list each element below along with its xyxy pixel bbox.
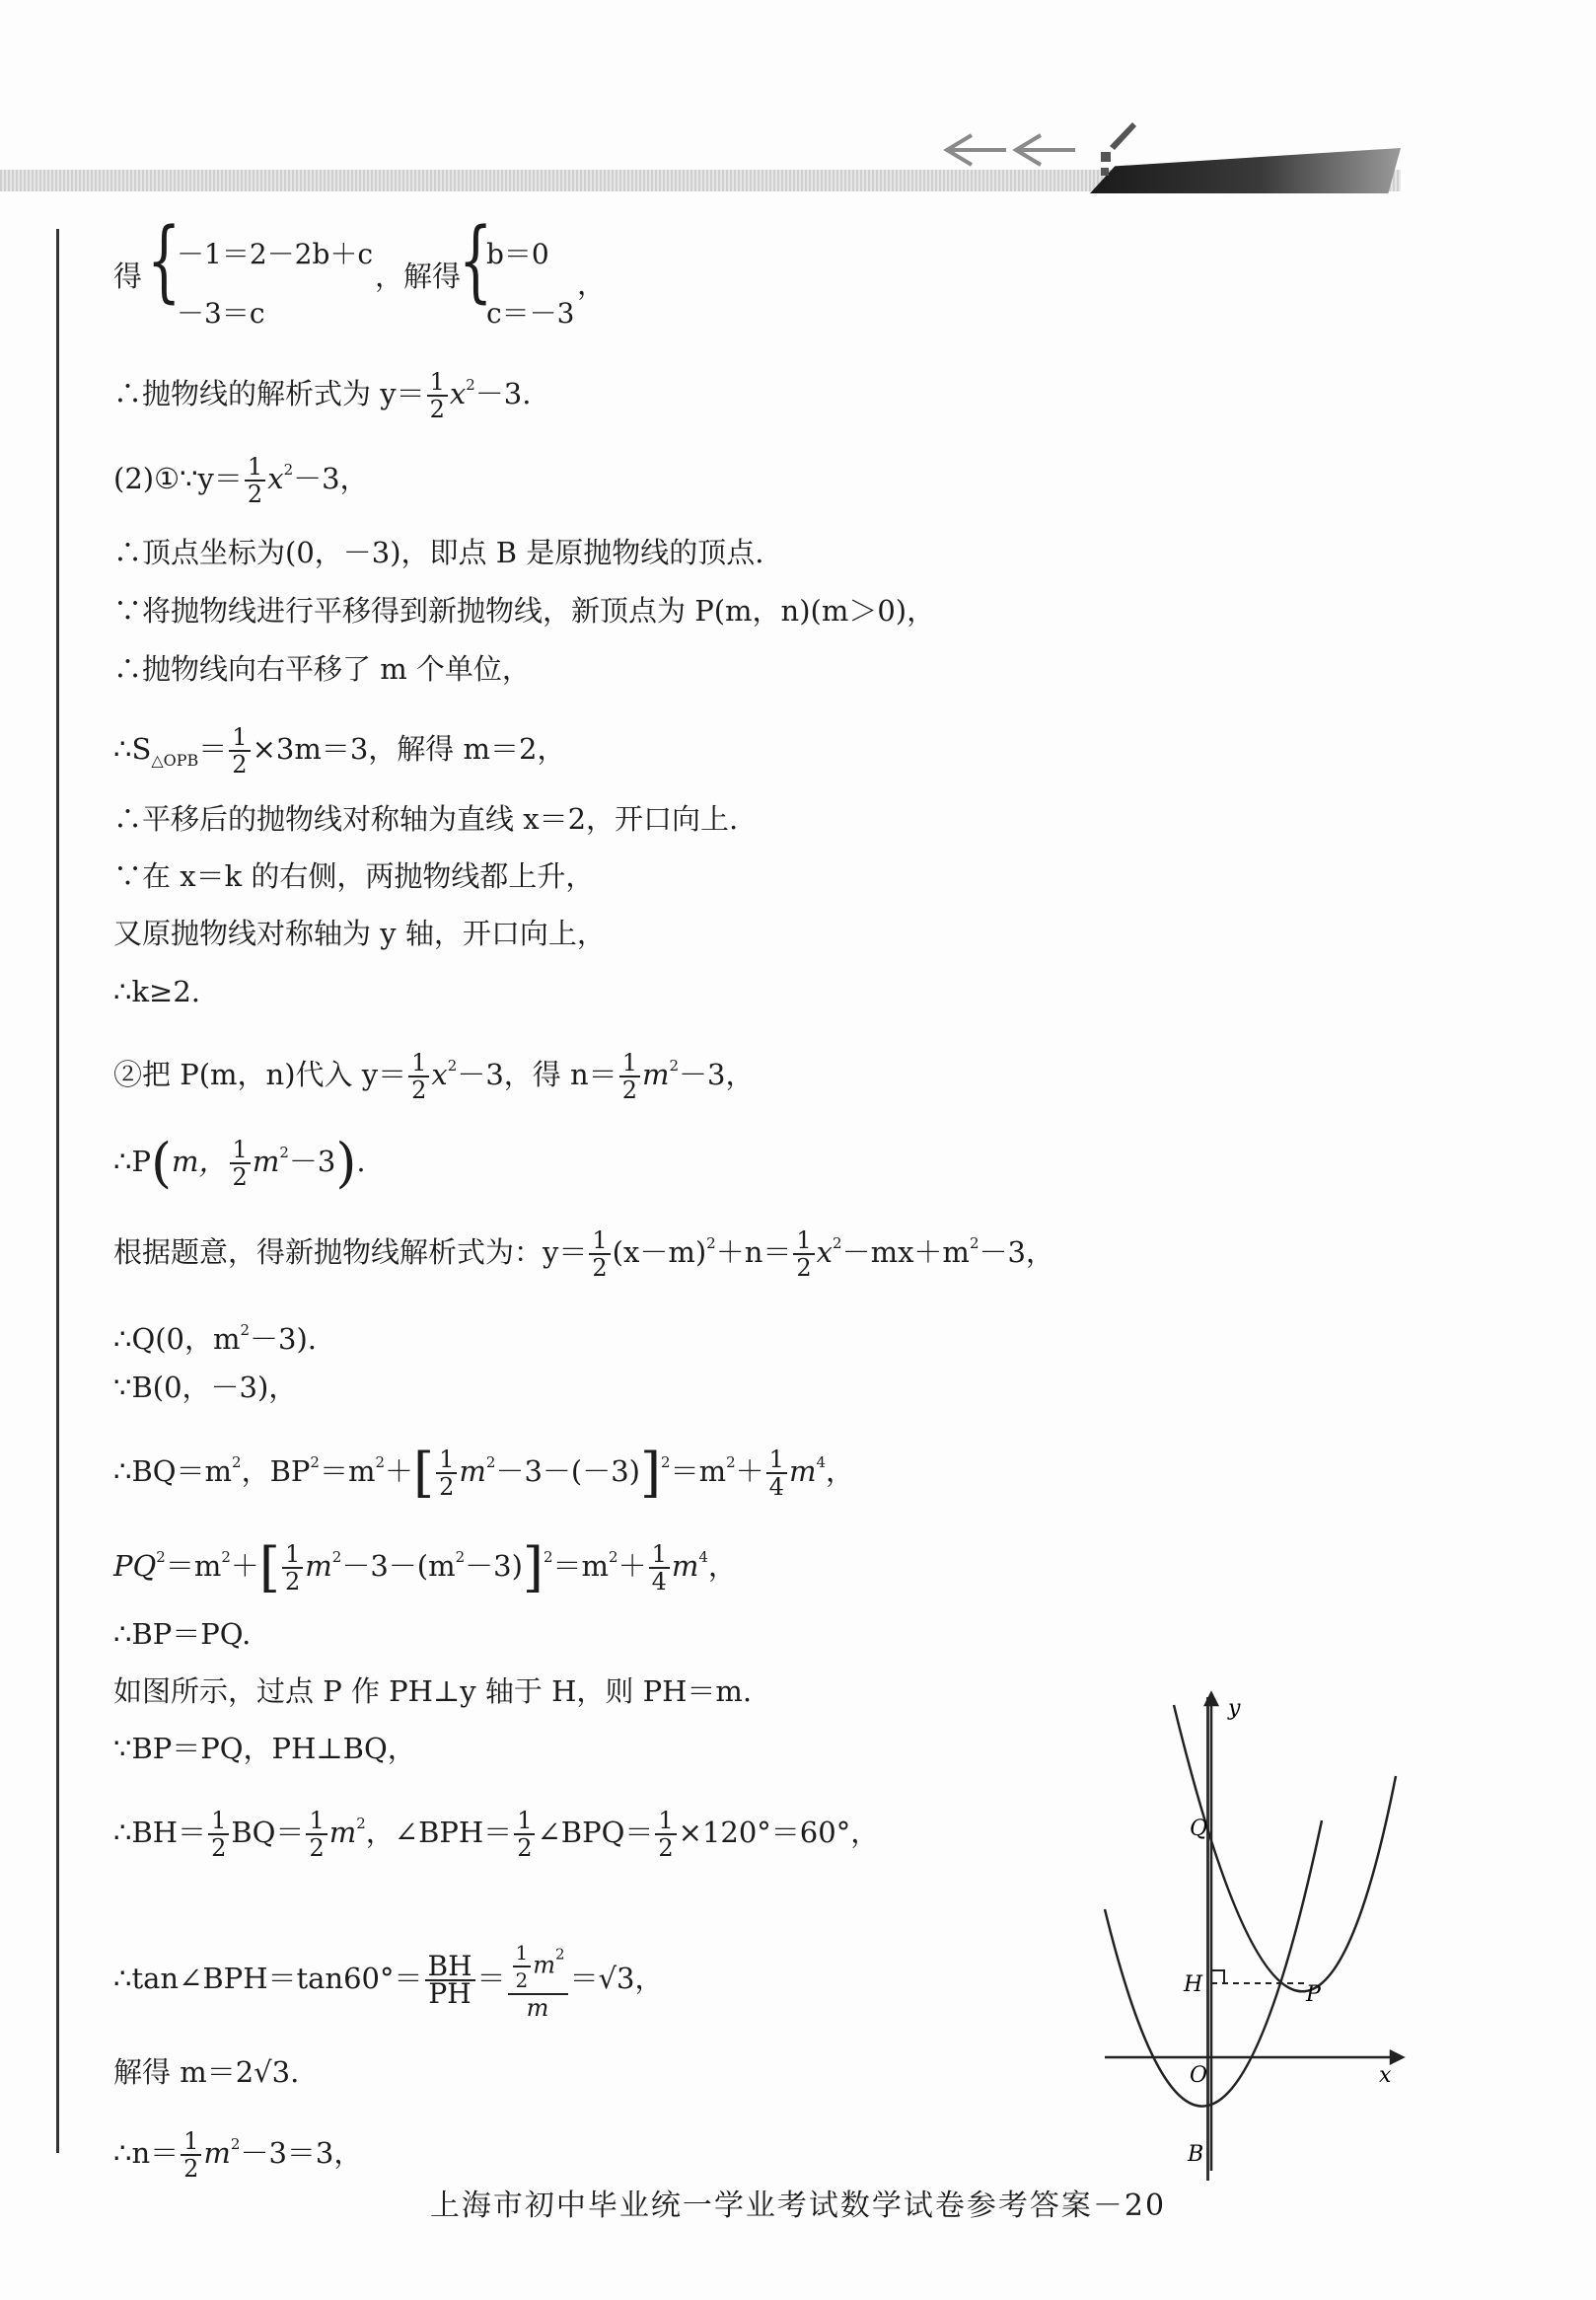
- text: ＝√3，: [569, 1962, 664, 1995]
- num: 1: [514, 1808, 535, 1835]
- sup: 2: [969, 1234, 979, 1252]
- sup: 2: [726, 1453, 736, 1471]
- sup: 2: [356, 1815, 366, 1832]
- label-p: P: [1306, 1982, 1321, 2007]
- text: (x－m): [612, 1235, 707, 1269]
- den: [508, 1995, 568, 2021]
- text: ∠BPQ＝: [537, 1816, 654, 1849]
- text: ＋: [617, 1549, 647, 1583]
- fraction: [793, 1227, 814, 1281]
- text: m: [459, 1454, 486, 1488]
- system-2-row-2: c＝－3: [486, 297, 575, 330]
- line-new-parabola: [113, 1224, 1054, 1281]
- text: ＝m: [165, 1549, 222, 1583]
- fraction: [230, 1137, 251, 1190]
- sup: 2: [232, 1453, 242, 1471]
- sup: 2: [466, 376, 475, 394]
- label-q: Q: [1190, 1817, 1208, 1841]
- num: 1: [245, 454, 265, 482]
- text: m: [788, 1454, 817, 1488]
- num: 1: [230, 1137, 251, 1164]
- fraction: [427, 369, 448, 422]
- x-axis-arrow-icon: [1391, 2051, 1403, 2063]
- text: ，: [825, 1454, 854, 1488]
- den: 2: [211, 1834, 227, 1862]
- num: 1: [229, 724, 250, 752]
- den: 2: [429, 396, 445, 423]
- den: 2: [796, 1254, 812, 1282]
- den: 2: [232, 751, 248, 779]
- compound-fraction: [508, 1940, 568, 2021]
- bracket: ]: [639, 1442, 662, 1504]
- text: ②把 P(m，n)代入 y＝: [113, 1058, 407, 1091]
- sup: 2: [833, 1234, 842, 1252]
- text: x: [267, 462, 284, 495]
- line-tan: [113, 1940, 664, 2021]
- paren: ): [335, 1132, 357, 1194]
- sup: 2: [240, 1321, 251, 1339]
- text: ，: [707, 1549, 737, 1583]
- sup: 2: [230, 2135, 241, 2153]
- text: m: [252, 1145, 280, 1178]
- text: －3，: [979, 1235, 1054, 1269]
- fraction: [514, 1808, 535, 1861]
- den: 2: [621, 1076, 637, 1104]
- fraction: [306, 1808, 326, 1861]
- line-bh: [113, 1804, 879, 1861]
- label-b: B: [1188, 2142, 1204, 2167]
- text: ，: [577, 267, 607, 301]
- text: 得: [113, 260, 143, 293]
- sup: 4: [816, 1453, 826, 1471]
- text: m: [671, 1549, 699, 1583]
- text: m: [526, 1994, 549, 2022]
- paren: (: [150, 1132, 173, 1194]
- text: BQ＝: [231, 1816, 305, 1849]
- text: m: [305, 1549, 332, 1583]
- fraction: [655, 1808, 676, 1861]
- line-point-p: [113, 1132, 366, 1194]
- text: －3，: [293, 462, 369, 495]
- bracket: [: [413, 1442, 435, 1504]
- line-area: [113, 724, 565, 780]
- text: ，BP: [241, 1454, 311, 1488]
- text: －3－(m: [341, 1549, 456, 1583]
- left-margin-line: [56, 229, 59, 2153]
- line-b: ∵B(0，－3)，: [113, 1371, 298, 1404]
- sup: 2: [543, 1548, 553, 1566]
- sup: 2: [156, 1548, 166, 1566]
- text: PQ: [113, 1549, 157, 1583]
- line-bq-bp: [113, 1442, 854, 1504]
- fraction: [649, 1541, 670, 1595]
- text: ＝: [476, 1962, 506, 1995]
- fraction: [619, 1050, 640, 1103]
- text: ＝: [198, 732, 228, 766]
- fraction: [513, 1940, 532, 1993]
- sup: 2: [609, 1548, 618, 1566]
- sup: 2: [555, 1945, 565, 1964]
- system-1-row-2: －3＝c: [177, 297, 265, 330]
- num: 1: [619, 1050, 640, 1077]
- num: 1: [766, 1447, 787, 1474]
- text: －3，得 n＝: [457, 1058, 617, 1091]
- den: PH: [428, 1977, 472, 2010]
- text: ，∠BPH＝: [365, 1816, 513, 1849]
- label-h: H: [1184, 1972, 1203, 1997]
- text: [375, 257, 461, 296]
- num: 1: [282, 1541, 303, 1569]
- label-x: x: [1379, 2063, 1392, 2088]
- text: ∴BH＝: [113, 1816, 207, 1849]
- num: 1: [427, 369, 448, 397]
- new-parabola: [1174, 1705, 1396, 1991]
- den: 2: [232, 1163, 248, 1191]
- line-n-result: [113, 2124, 362, 2182]
- num: 1: [181, 2128, 201, 2156]
- num: 1: [408, 1050, 429, 1077]
- text: x: [431, 1058, 448, 1091]
- line-vertex: ∴顶点坐标为(0，－3)，即点 B 是原抛物线的顶点.: [113, 536, 764, 569]
- header-arrows-icon: [917, 111, 1144, 180]
- line-original-axis: 又原抛物线对称轴为 y 轴，开口向上，: [113, 917, 606, 950]
- fraction: [282, 1541, 303, 1595]
- text: ＋: [230, 1549, 259, 1583]
- text: ∴P: [113, 1145, 151, 1178]
- den: 2: [517, 1834, 533, 1862]
- text: ∴n＝: [113, 2136, 180, 2170]
- text: －3): [465, 1549, 523, 1583]
- den: 2: [439, 1473, 455, 1501]
- fraction: [408, 1050, 429, 1103]
- den: 2: [411, 1076, 427, 1104]
- text: ＋: [385, 1454, 414, 1488]
- num: BH: [425, 1954, 475, 1981]
- sup: 2: [310, 1453, 320, 1471]
- line-ph-perp: 如图所示，过点 P 作 PH⊥y 轴于 H，则 PH＝m.: [113, 1674, 753, 1708]
- text: ＝m: [319, 1454, 376, 1488]
- parabola-graph: [1095, 1687, 1411, 2181]
- subscript: △OPB: [151, 750, 199, 770]
- num: 1: [208, 1808, 229, 1835]
- sup: 2: [669, 1057, 680, 1075]
- label-y: y: [1228, 1696, 1241, 1721]
- text: m: [203, 2136, 231, 2170]
- text: ∴S: [113, 732, 152, 766]
- line-bp-pq-ph: ∵BP＝PQ，PH⊥BQ，: [113, 1732, 416, 1765]
- brace-icon: {: [147, 209, 181, 313]
- sup: 2: [375, 1453, 386, 1471]
- text: ∴Q(0，m: [113, 1322, 241, 1356]
- num: 1: [513, 1940, 532, 1967]
- line-rising: ∵在 x＝k 的右侧，两抛物线都上升，: [113, 859, 595, 893]
- den: 2: [247, 481, 263, 508]
- text: －3－(－3): [495, 1454, 640, 1488]
- sup: 2: [331, 1548, 342, 1566]
- text: x: [449, 377, 467, 410]
- line-translate: ∵将抛物线进行平移得到新抛物线，新顶点为 P(m，n)(m＞0)，: [113, 594, 936, 628]
- text: ，解得: [375, 260, 462, 293]
- text: ＋n＝: [715, 1235, 792, 1269]
- den: 2: [284, 1568, 301, 1595]
- text: －3).: [250, 1322, 318, 1356]
- num: 1: [436, 1447, 457, 1474]
- line-part-2: [113, 450, 369, 507]
- text: －mx＋m: [841, 1235, 970, 1269]
- den: 4: [768, 1473, 784, 1501]
- text: ∴tan∠BPH＝tan60°＝: [113, 1962, 423, 1995]
- bracket: [: [258, 1536, 280, 1598]
- text: ∴抛物线的解析式为 y＝: [113, 377, 425, 410]
- bracket: ]: [522, 1536, 544, 1598]
- text: [577, 264, 606, 304]
- sup: 2: [279, 1144, 289, 1161]
- line-q: [113, 1310, 317, 1359]
- label-o: O: [1190, 2063, 1208, 2088]
- text: m: [328, 1816, 357, 1849]
- y-axis-arrow-icon: [1205, 1693, 1217, 1705]
- fraction: [229, 724, 250, 778]
- sup: 2: [455, 1548, 466, 1566]
- den: 2: [309, 1834, 325, 1862]
- right-angle-mark: [1211, 1970, 1224, 1983]
- line-axis: ∴平移后的抛物线对称轴为直线 x＝2，开口向上.: [113, 802, 739, 836]
- text: ×3m＝3，解得 m＝2，: [252, 732, 566, 766]
- text: m: [533, 1951, 556, 1979]
- fraction: [208, 1808, 229, 1861]
- fraction: [181, 2128, 201, 2182]
- text: m: [641, 1058, 670, 1091]
- sup: 2: [706, 1234, 716, 1252]
- brace-icon: {: [459, 209, 493, 313]
- line-parabola-equation: [113, 365, 531, 422]
- den: 4: [651, 1568, 667, 1595]
- num: 1: [655, 1808, 676, 1835]
- text: －3.: [474, 377, 532, 410]
- den: 2: [592, 1254, 608, 1282]
- fraction: [425, 1950, 475, 2010]
- line-m-result: 解得 m＝2√3.: [113, 2055, 300, 2089]
- den: 2: [658, 1834, 674, 1862]
- text: ＋: [735, 1454, 764, 1488]
- text: m，: [172, 1145, 228, 1178]
- text: ＝m: [552, 1549, 610, 1583]
- text: (2)①∵y＝: [113, 462, 243, 495]
- text: .: [356, 1145, 366, 1178]
- line-substitute: [113, 1046, 754, 1103]
- sup: 2: [485, 1453, 496, 1471]
- system-2-row-1: b＝0: [486, 238, 549, 270]
- line-shift-right: ∴抛物线向右平移了 m 个单位，: [113, 652, 531, 686]
- fraction: [766, 1447, 787, 1500]
- text: －3，: [679, 1058, 755, 1091]
- system-1-row-1: －1＝2－2b＋c: [177, 238, 374, 270]
- num: 1: [793, 1227, 814, 1255]
- text: －3＝3，: [240, 2136, 363, 2170]
- text: 根据题意，得新抛物线解析式为：y＝: [113, 1235, 588, 1269]
- sup: 4: [698, 1548, 708, 1566]
- page-footer: 上海市初中毕业统一学业考试数学试卷参考答案－20: [429, 2189, 1167, 2223]
- num: 1: [649, 1541, 670, 1569]
- text: ＝m: [670, 1454, 727, 1488]
- text: ∴BQ＝m: [113, 1454, 233, 1488]
- line-bp-eq-pq: ∴BP＝PQ.: [113, 1617, 252, 1651]
- line-pq: [113, 1536, 737, 1598]
- original-parabola: [1105, 1820, 1322, 2107]
- den: 2: [515, 1968, 529, 1992]
- text: x: [816, 1235, 834, 1269]
- num: 1: [589, 1227, 610, 1255]
- sup: 2: [283, 461, 294, 479]
- text: －3: [288, 1145, 336, 1178]
- line-system: [113, 257, 142, 296]
- text: ×120°＝60°，: [678, 1816, 880, 1849]
- fraction: [436, 1447, 457, 1500]
- line-k-result: ∴k≥2.: [113, 975, 200, 1008]
- fraction: [245, 454, 265, 507]
- num: 1: [306, 1808, 326, 1835]
- num: [508, 1940, 568, 1995]
- sup: 2: [661, 1453, 671, 1471]
- den: 2: [183, 2155, 199, 2183]
- sup: 2: [447, 1057, 458, 1075]
- sup: 2: [221, 1548, 231, 1566]
- fraction: [589, 1227, 610, 1281]
